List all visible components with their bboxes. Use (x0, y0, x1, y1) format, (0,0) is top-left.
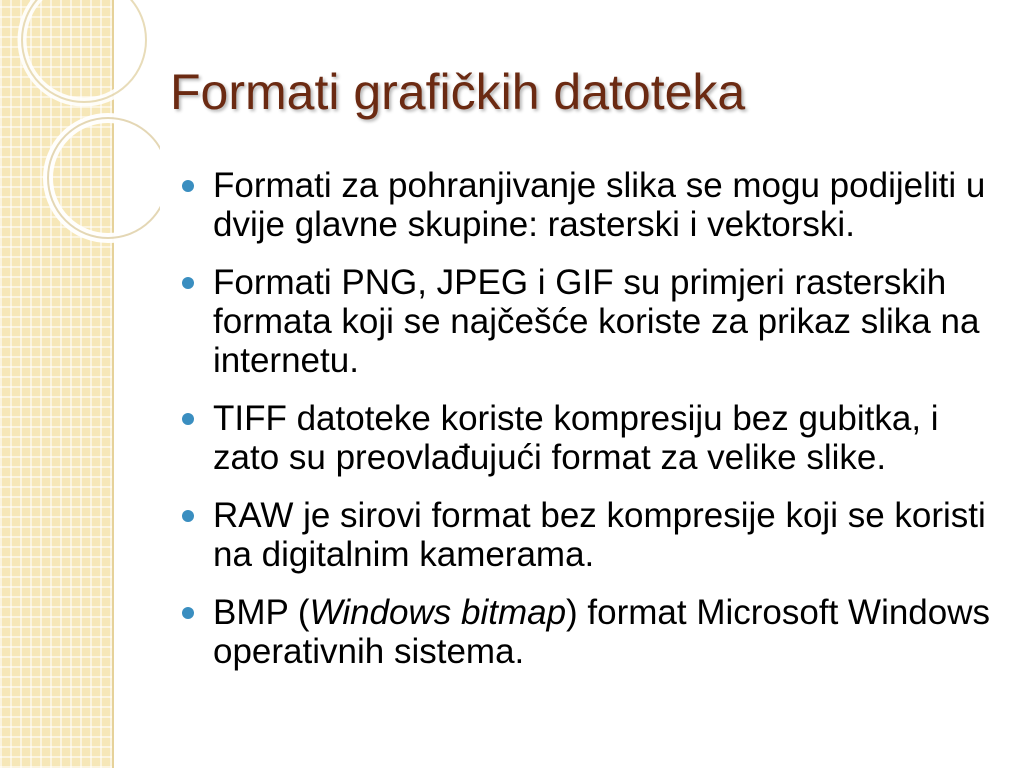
bullet-item (180, 593, 1000, 671)
bullet-icon (182, 180, 194, 192)
slide-title: Formati grafičkih datoteka (170, 64, 746, 120)
bullet-icon (182, 510, 194, 522)
bullet-text-pre: BMP ( (213, 593, 310, 632)
bullet-text-post: ) format Microsoft Windows operativnih sistema. (213, 593, 991, 671)
bullet-text-italic: Windows bitmap (309, 593, 567, 632)
bullet-item (180, 496, 1000, 574)
bullet-item (180, 399, 1000, 477)
bullet-icon (182, 607, 194, 619)
bullet-item (180, 263, 1000, 380)
decorative-rings-icon (0, 0, 160, 260)
bullet-icon (182, 413, 194, 425)
bullet-text: Formati za pohranjivanje slika se mogu podijeliti u dvije glavne skupine: rasterski i vektorski. (213, 166, 986, 244)
bullet-list (180, 166, 1000, 671)
bullet-text: Formati PNG, JPEG i GIF su primjeri rasterskih formata koji se najčešće koriste za prikaz slika na internetu. (213, 263, 980, 380)
bullet-item (180, 166, 1000, 244)
bullet-text: TIFF datoteke koriste kompresiju bez gubitka, i zato su preovlađujući format za velike slike. (213, 399, 939, 477)
bullet-text: RAW je sirovi format bez kompresije koji se koristi na digitalnim kamerama. (213, 496, 986, 574)
bullet-icon (182, 277, 194, 289)
